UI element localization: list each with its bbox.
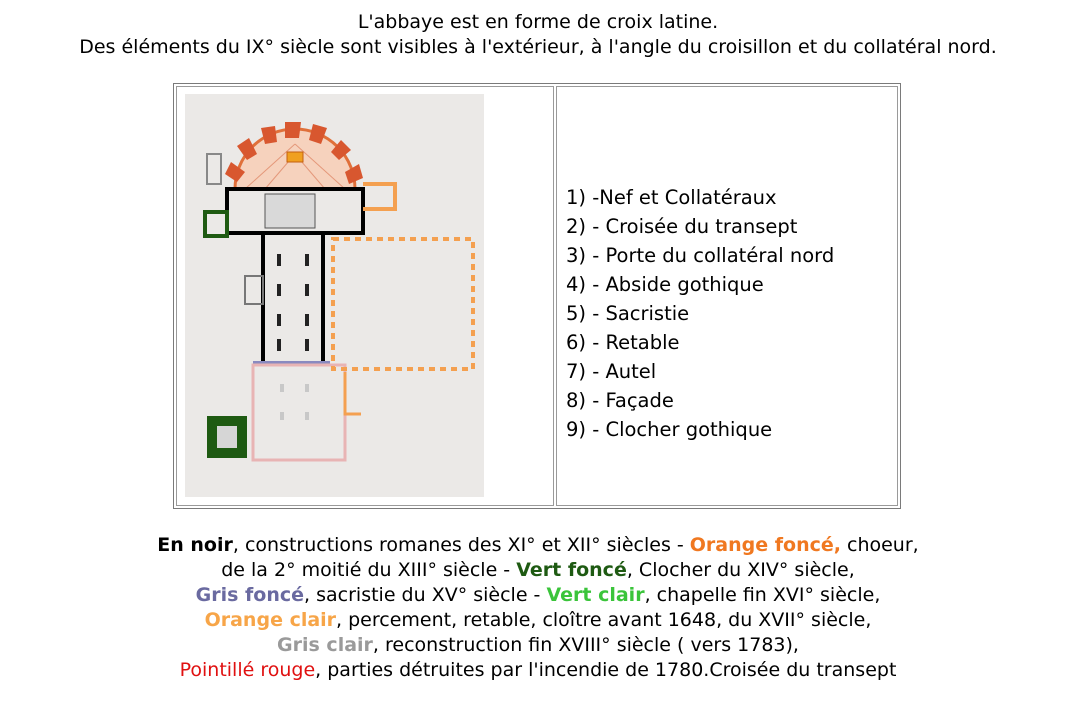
list-item: 5) - Sacristie	[566, 302, 690, 325]
intro-text	[0, 10, 1076, 60]
legend-key-red: Pointillé rouge	[179, 659, 316, 681]
legend-line-1	[0, 533, 1076, 558]
list-item: 2) - Croisée du transept	[566, 215, 798, 238]
legend-text: , parties détruites par l'incendie de 1780.Croisée du transept	[315, 659, 897, 681]
legend-text: , sacristie du XV° siècle -	[304, 584, 547, 606]
legend-key-grey-dark: Gris foncé	[195, 584, 305, 606]
legend-text: , reconstruction fin XVIII° siècle ( vers 1783),	[372, 634, 799, 656]
list-item: 7) - Autel	[566, 360, 657, 383]
legend-line-4	[0, 608, 1076, 633]
legend-key-grey-light: Gris clair	[277, 634, 373, 656]
plan-legend-cell	[556, 86, 898, 506]
intro-line-2: Des éléments du IX° siècle sont visibles à l'extérieur, à l'angle du croisillon et du collatéral nord.	[79, 36, 997, 58]
legend-text: , chapelle fin XVI° siècle,	[644, 584, 881, 606]
list-item: 6) - Retable	[566, 331, 680, 354]
legend-text: , constructions romanes des XI° et XII° siècles -	[232, 534, 690, 556]
list-item: 9) - Clocher gothique	[566, 418, 773, 441]
legend-key-black: En noir	[157, 534, 233, 556]
legend-key-green-dark: Vert foncé	[516, 559, 627, 581]
plan-table	[173, 83, 901, 509]
color-legend	[0, 533, 1076, 683]
legend-key-orange-light: Orange clair	[204, 609, 337, 631]
legend-line-6	[0, 658, 1076, 683]
plan-image-cell	[176, 86, 554, 506]
legend-key-green-light: Vert clair	[546, 584, 645, 606]
list-item: 3) - Porte du collatéral nord	[566, 244, 835, 267]
legend-text: de la 2° moitié du XIII° siècle -	[221, 559, 517, 581]
legend-line-2	[0, 558, 1076, 583]
list-item: 8) - Façade	[566, 389, 674, 412]
church-floor-plan-icon	[185, 94, 484, 497]
legend-text: choeur,	[840, 534, 919, 556]
legend-text: , percement, retable, cloître avant 1648, du XVII° siècle,	[336, 609, 872, 631]
legend-key-orange-dark: Orange foncé,	[689, 534, 841, 556]
legend-text: , Clocher du XIV° siècle,	[626, 559, 855, 581]
list-item: 4) - Abside gothique	[566, 273, 764, 296]
legend-line-3	[0, 583, 1076, 608]
plan-list	[566, 183, 834, 444]
list-item: 1) -Nef et Collatéraux	[566, 186, 777, 209]
intro-line-1: L'abbaye est en forme de croix latine.	[357, 11, 719, 33]
legend-line-5	[0, 633, 1076, 658]
